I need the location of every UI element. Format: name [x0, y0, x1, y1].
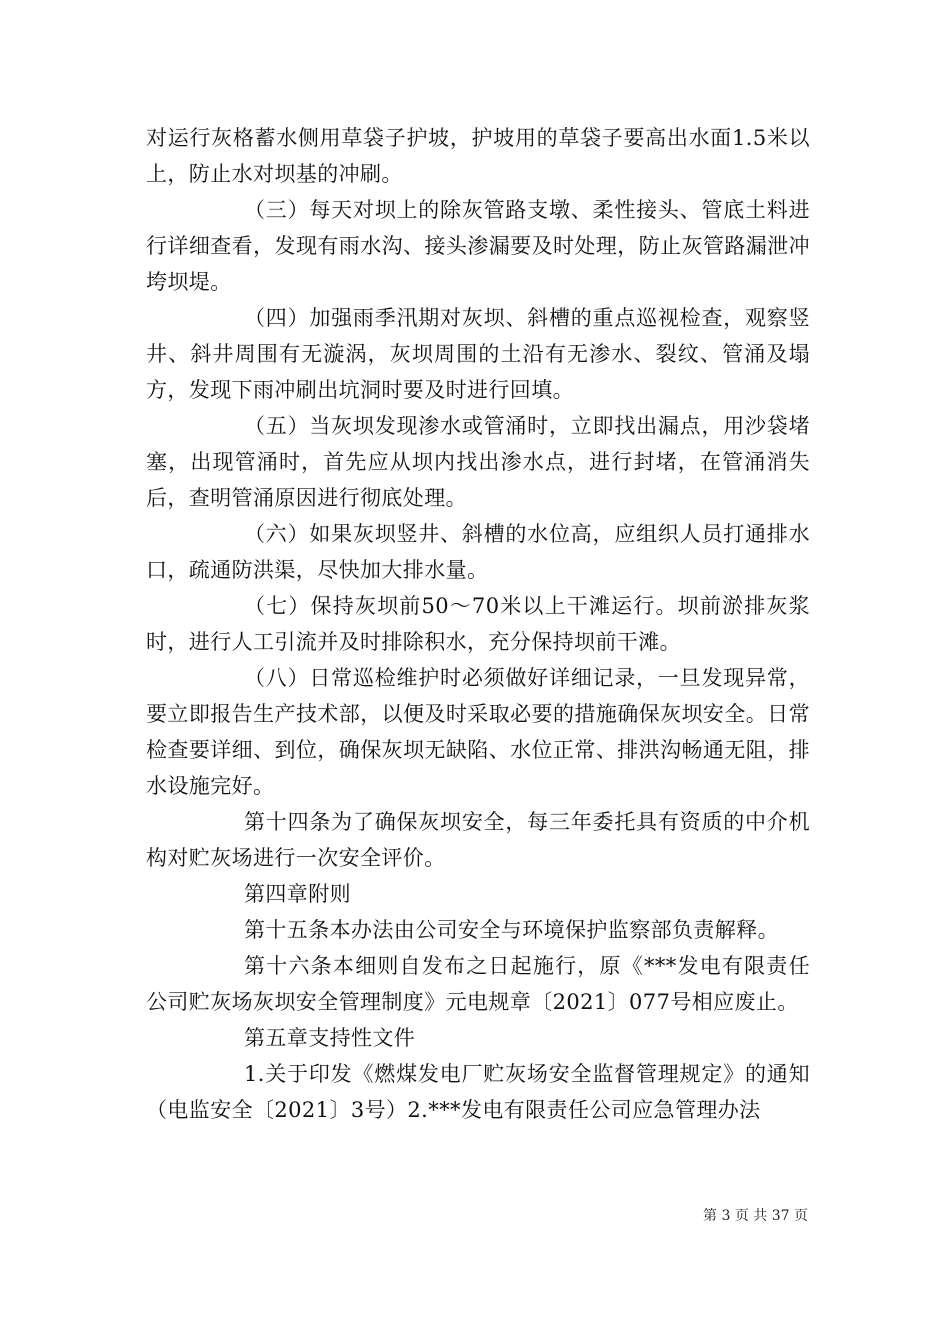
- paragraph-3: （四）加强雨季汛期对灰坝、斜槽的重点巡视检查，观察竖井、斜井周围有无漩涡，灰坝周围的土沿有无渗水、裂纹、管涌及塌方，发现下雨冲刷出坑洞时要及时进行回填。: [146, 306, 810, 402]
- document-body: [146, 120, 810, 1128]
- paragraph-6: （七）保持灰坝前50～70米以上干滩运行。坝前淤排灰浆时，进行人工引流并及时排除积水，充分保持坝前干滩。: [146, 594, 810, 654]
- paragraph-7: （八）日常巡检维护时必须做好详细记录，一旦发现异常，要立即报告生产技术部，以便及时采取必要的措施确保灰坝安全。日常检查要详细、到位，确保灰坝无缺陷、水位正常、排洪沟畅通无阻，排水设施完好。: [146, 666, 810, 798]
- chapter-heading-4: 第四章附则: [244, 882, 351, 906]
- paragraph-2: （三）每天对坝上的除灰管路支墩、柔性接头、管底土料进行详细查看，发现有雨水沟、接头渗漏要及时处理，防止灰管路漏泄冲垮坝堤。: [146, 198, 810, 294]
- paragraph-4: （五）当灰坝发现渗水或管涌时，立即找出漏点，用沙袋堵塞，出现管涌时，首先应从坝内找出渗水点，进行封堵，在管涌消失后，查明管涌原因进行彻底处理。: [146, 414, 810, 510]
- chapter-heading-5: 第五章支持性文件: [244, 1026, 416, 1050]
- paragraph-8: 第十四条为了确保灰坝安全，每三年委托具有资质的中介机构对贮灰场进行一次安全评价。: [146, 810, 810, 870]
- page-number-footer: 第 3 页 共 37 页: [703, 1208, 808, 1224]
- paragraph-11: 第十六条本细则自发布之日起施行，原《***发电有限责任公司贮灰场灰坝安全管理制度》元电规章〔2021〕077号相应废止。: [146, 954, 810, 1014]
- paragraph-5: （六）如果灰坝竖井、斜槽的水位高，应组织人员打通排水口，疏通防洪渠，尽快加大排水量。: [146, 522, 810, 582]
- paragraph-10: 第十五条本办法由公司安全与环境保护监察部负责解释。: [244, 918, 779, 942]
- paragraph-1: 对运行灰格蓄水侧用草袋子护坡，护坡用的草袋子要高出水面1.5米以上，防止水对坝基的冲刷。: [146, 126, 810, 186]
- paragraph-13: 1.关于印发《燃煤发电厂贮灰场安全监督管理规定》的通知（电监安全〔2021〕3号）2.***发电有限责任公司应急管理办法: [146, 1062, 810, 1122]
